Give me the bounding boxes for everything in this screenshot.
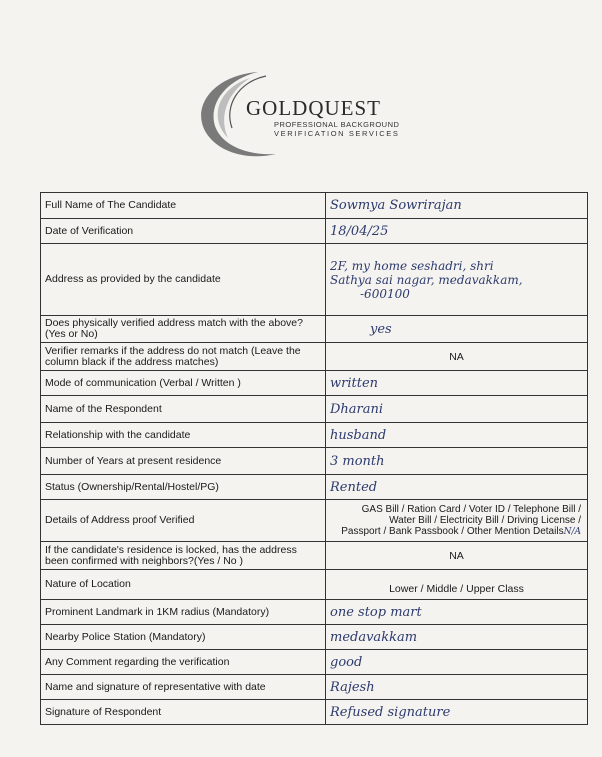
field-label: Signature of Respondent [41, 700, 326, 725]
field-value [326, 570, 588, 600]
field-label: Relationship with the candidate [41, 423, 326, 448]
field-value [326, 650, 588, 675]
form-row [41, 448, 588, 475]
handwritten-line: 2F, my home seshadri, shri [330, 258, 494, 273]
printed-value: NA [449, 350, 464, 363]
field-label: Verifier remarks if the address do not match (Leave the column black if the address matches) [41, 343, 326, 371]
handwritten-value: medavakkam [330, 629, 418, 645]
handwritten-value: husband [330, 427, 387, 443]
field-label: Prominent Landmark in 1KM radius (Mandatory) [41, 600, 326, 625]
options-line: Water Bill / Electricity Bill / Driving License / [389, 514, 581, 526]
handwritten-line: Sathya sai nagar, medavakkam, [330, 272, 523, 287]
form-row [41, 500, 588, 542]
field-label: Nature of Location [41, 570, 326, 600]
field-label: Date of Verification [41, 219, 326, 244]
handwritten-note: N/A [563, 526, 581, 537]
handwritten-value: one stop mart [330, 604, 422, 620]
field-label: Any Comment regarding the verification [41, 650, 326, 675]
field-value [326, 700, 588, 725]
form-row [41, 423, 588, 448]
form-row [41, 542, 588, 570]
field-label: Number of Years at present residence [41, 448, 326, 475]
form-row [41, 316, 588, 343]
form-row [41, 343, 588, 371]
form-row [41, 625, 588, 650]
options-line: GAS Bill / Ration Card / Voter ID / Telephone Bill / [361, 503, 581, 515]
handwritten-value: Rented [330, 479, 378, 495]
handwritten-value: good [330, 654, 363, 670]
form-row [41, 475, 588, 500]
form-row [41, 396, 588, 423]
field-value [326, 316, 588, 343]
field-label: Details of Address proof Verified [41, 500, 326, 542]
verification-form-table [40, 192, 588, 725]
field-value [326, 423, 588, 448]
field-value [326, 219, 588, 244]
handwritten-value: written [330, 375, 379, 391]
field-value [326, 500, 588, 542]
field-value [326, 371, 588, 396]
field-label: Name and signature of representative with date [41, 675, 326, 700]
field-value [326, 475, 588, 500]
form-row [41, 193, 588, 219]
handwritten-value: 18/04/25 [330, 223, 389, 239]
handwritten-value: yes [370, 321, 392, 337]
field-label: Name of the Respondent [41, 396, 326, 423]
tagline-line1: PROFESSIONAL BACKGROUND [274, 120, 400, 129]
handwritten-line: -600100 [360, 286, 410, 301]
field-value [326, 448, 588, 475]
field-value [326, 193, 588, 219]
form-row [41, 371, 588, 396]
form-row [41, 244, 588, 316]
handwritten-value: Rajesh [330, 679, 375, 695]
field-label: Address as provided by the candidate [41, 244, 326, 316]
field-value [326, 600, 588, 625]
form-row [41, 600, 588, 625]
field-label: Nearby Police Station (Mandatory) [41, 625, 326, 650]
form-row [41, 700, 588, 725]
field-label: Status (Ownership/Rental/Hostel/PG) [41, 475, 326, 500]
field-label: Does physically verified address match with the above? (Yes or No) [41, 316, 326, 343]
field-value [326, 396, 588, 423]
goldquest-logo [188, 58, 448, 178]
printed-value: NA [449, 549, 464, 562]
handwritten-value: 3 month [330, 453, 385, 469]
options-line: Passport / Bank Passbook / Other Mention Details [341, 525, 564, 537]
field-label: Full Name of The Candidate [41, 193, 326, 219]
tagline-line2: VERIFICATION SERVICES [274, 129, 400, 138]
form-row [41, 650, 588, 675]
form-row [41, 219, 588, 244]
form-row [41, 675, 588, 700]
field-value [326, 244, 588, 316]
handwritten-value: Dharani [330, 401, 384, 417]
field-value [326, 625, 588, 650]
form-row [41, 570, 588, 600]
brand-name: GOLDQUEST [246, 96, 381, 120]
field-value [326, 675, 588, 700]
field-value [326, 542, 588, 570]
address-proof-options [330, 504, 583, 538]
printed-value: Lower / Middle / Upper Class [389, 582, 524, 595]
handwritten-value: Refused signature [330, 704, 451, 720]
field-label: If the candidate's residence is locked, has the address been confirmed with neighbors?(Yes / No ) [41, 542, 326, 570]
field-value [326, 343, 588, 371]
field-label: Mode of communication (Verbal / Written ) [41, 371, 326, 396]
handwritten-value: Sowmya Sowrirajan [330, 198, 462, 213]
